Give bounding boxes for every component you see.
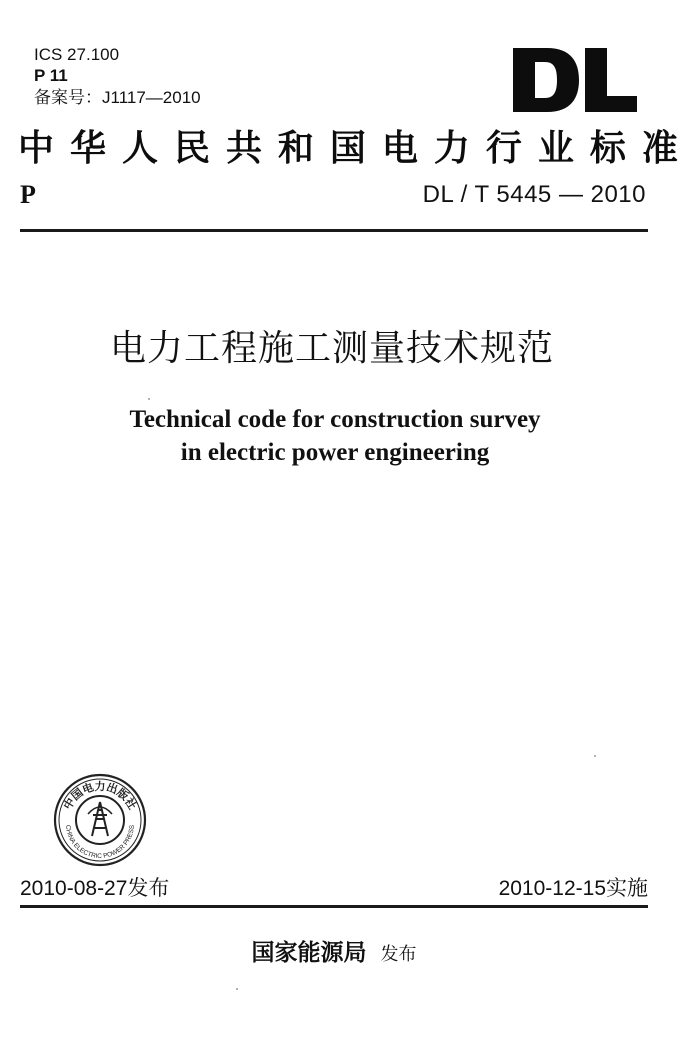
- ics-code: ICS 27.100: [34, 45, 120, 64]
- english-title-line-2: in electric power engineering: [180, 439, 490, 466]
- svg-text:CHINA ELECTRIC POWER PRESS: CHINA ELECTRIC POWER PRESS: [63, 824, 137, 861]
- scan-speck: [148, 398, 150, 400]
- standard-number: DL / T 5445 — 2010: [422, 181, 646, 208]
- record-number: 备案号：J1117—2010: [34, 88, 201, 107]
- bottom-divider: [20, 905, 648, 908]
- scan-speck: [594, 755, 596, 757]
- scan-speck: [236, 988, 238, 990]
- issuing-authority: [0, 936, 700, 972]
- series-title-char: 行: [485, 127, 522, 169]
- issue-date: 2010-08-27发布: [20, 877, 170, 900]
- english-title-line-1: Technical code for construction survey: [129, 406, 541, 433]
- standard-series-title: [18, 124, 678, 172]
- authority-action: 发布: [380, 944, 417, 965]
- p-code: P 11: [34, 66, 68, 85]
- series-title-char: 力: [433, 127, 470, 169]
- svg-text:中国电力出版社: 中国电力出版社: [61, 780, 139, 812]
- series-title-char: 和: [277, 127, 314, 169]
- effective-date: 2010-12-15实施: [498, 877, 648, 900]
- series-title-char: 标: [589, 127, 626, 169]
- top-divider: [20, 229, 648, 232]
- series-title-char: 中: [18, 127, 55, 169]
- series-title-char: 华: [69, 127, 106, 169]
- authority-name: 国家能源局: [251, 939, 367, 966]
- series-title-char: 国: [329, 127, 366, 169]
- category-letter: P: [20, 180, 36, 209]
- series-title-char: 准: [641, 127, 678, 169]
- publisher-seal-icon: [52, 772, 148, 868]
- series-title-char: 共: [225, 127, 262, 169]
- series-title-char: 业: [537, 127, 574, 169]
- dl-logo-icon: [513, 48, 637, 112]
- series-title-char: 人: [121, 127, 158, 169]
- series-title-char: 民: [173, 127, 210, 169]
- chinese-title: 电力工程施工测量技术规范: [109, 328, 554, 369]
- series-title-char: 电: [381, 127, 418, 169]
